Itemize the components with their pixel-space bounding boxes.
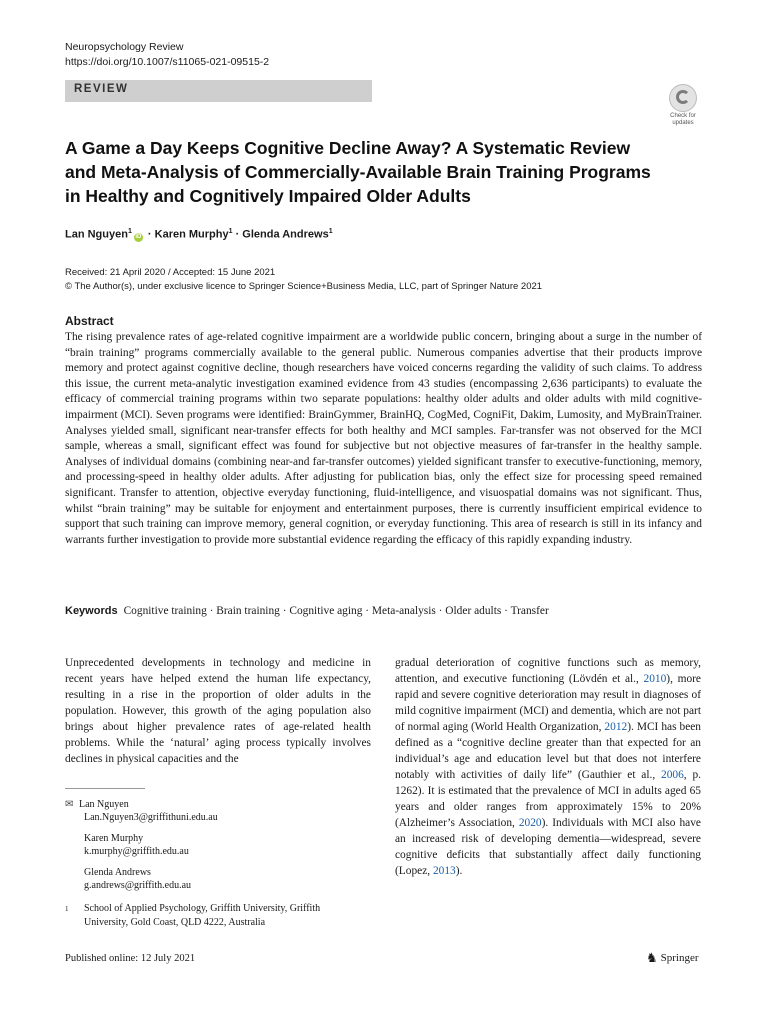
contact-name: Lan Nguyen [79,799,129,810]
contact-email[interactable]: Lan.Nguyen3@griffithuni.edu.au [84,812,218,823]
author-name[interactable]: Lan Nguyen [65,228,128,241]
citation-link[interactable]: 2013 [432,865,456,877]
received-accepted: Received: 21 April 2020 / Accepted: 15 June 2021 [65,267,276,278]
section-bar [65,80,372,102]
published-date: Published online: 12 July 2021 [65,953,196,964]
footnote-divider [65,788,145,789]
author-affiliation: 1 [127,228,132,235]
body-text: ). Individuals with MCI also have an increased risk of developing dementia—widespread, severe cognitive deficits that substantially affect daily functioning (Lopez, [395,817,701,877]
body-left-column: Unprecedented developments in technology and medicine in recent years have helped extend the human life expectancy, resulting in a rise in the proportion of older adults in the population. However, this growth of the aging population also brings about higher prevalence rates of age-related health problems. While the ‘natural’ aging process typically involves declines in physical capacities and the [65,657,371,765]
check-for-updates-icon [669,84,697,112]
body-text: ). [455,865,463,877]
body-text: , p. 1262). It is estimated that the prevalence of MCI in adults aged 65 years and older ranges from approximately 15% to 20% (Alzheimer’s Association, [395,769,701,829]
contact-name: Glenda Andrews [84,867,151,878]
article-dates [65,266,542,294]
body-text: gradual deterioration of cognitive functions such as memory, attention, and executive functioning (Lövdén et al., [395,657,701,685]
envelope-icon: ✉ [65,799,74,810]
author-affiliation: 1 [228,228,233,235]
keywords-label: Keywords [65,605,118,617]
abstract-text: The rising prevalence rates of age-related cognitive impairment are a worldwide public concern, bringing about a surge in the number of “brain training” programs commercially available to the general public. Numerous companies advertise that their products improve memory and protect against cognitive decline, though researchers have voiced concerns regarding the validity of such claims. To address this issue, the current meta-analytic investigation examined evidence from 43 studies (encompassing 2,636 participants) to evaluate the efficacy of commercial training programs within two separate populations: healthy older adults and older adults with mild cognitive-impairment (MCI). Seven programs were identified: BrainGymmer, BrainHQ, CogMed, CogniFit, Dakim, Lumosity, and MyBrainTrainer. Analyses yielded small, significant near-transfer effects for both healthy and MCI samples. Far-transfer was not observed for the MCI sample, whereas a small, significant effect was found for subjective but not objective measures of far-transfer in the healthy sample. Analyses of individual domains (combining near-and far-transfer outcomes) yielded significant transfer to executive-functioning, memory, and processing-speed in healthy older adults. After adjusting for publication bias, only the effect size for processing speed remained significant. Transfer to attention, objective everyday functioning, fluid-intelligence, and visuospatial domains was not significant. Thus, whilst “brain training” may be suitable for enjoyment and entertainment purposes, there is currently insufficient empirical evidence to support that such training can improve memory, general cognition, or everyday functioning. This area of research is still in its infancy and warrants further investigation to provide more substantial evidence regarding the efficacy of this rapidly expanding industry. [65,331,702,546]
body-text: ), more rapid and severe cognitive deterioration may result in diagnoses of mild cognitive impairment (MCI) and dementia, which are not part of normal aging (World Health Organization, [395,673,701,733]
citation-link[interactable]: 2012 [604,721,628,733]
citation-link[interactable]: 2020 [518,817,542,829]
publisher-logo [646,950,699,966]
affiliation-number: 1 [65,905,69,913]
body-text: ). MCI has been defined as a “cognitive decline greater than that expected for an individual’s age and education level but that does not interfere notably with activities of daily life” (Gauthier et al., [395,721,702,781]
author-name[interactable]: Karen Murphy [154,228,229,241]
contact-list [65,798,218,900]
updates-label-1: Check for [670,113,696,119]
article-title: A Game a Day Keeps Cognitive Decline Away? A Systematic Review and Meta-Analysis of Commercially-Available Brain Training Programs in Healthy and Cognitively Impaired Older Adults [65,138,651,206]
body-right-column [395,655,701,879]
publisher-name: Springer [660,952,699,964]
contact-name: Karen Murphy [84,833,144,844]
abstract-heading: Abstract [65,314,114,328]
check-for-updates-button[interactable] [664,84,702,124]
citation-link[interactable]: 2006 [661,769,684,781]
affiliation-text: School of Applied Psychology, Griffith University, Griffith University, Gold Coast, QLD 4222, Australia [84,903,321,928]
citation-link[interactable]: 2010 [643,673,667,685]
doi-link[interactable]: https://doi.org/10.1007/s11065-021-09515-2 [65,56,270,68]
journal-name: Neuropsychology Review [65,41,184,53]
contact-email[interactable]: k.murphy@griffith.edu.au [84,846,189,857]
keywords-list: Cognitive training · Brain training · Cognitive aging · Meta-analysis · Older adults · Transfer [123,605,549,617]
keywords [65,605,705,617]
author-name[interactable]: Glenda Andrews [242,228,329,241]
orcid-icon[interactable]: iD [135,233,142,240]
journal-header [65,40,269,70]
updates-label-2: updates [672,120,694,126]
affiliation [65,902,365,930]
copyright-line: © The Author(s), under exclusive licence to Springer Science+Business Media, LLC, part of Springer Nature 2021 [65,281,543,292]
section-label: REVIEW [74,83,129,95]
contact-email[interactable]: g.andrews@griffith.edu.au [84,880,192,891]
springer-horse-icon: ♞ [646,950,658,965]
author-affiliation: 1 [328,228,333,235]
author-list: Lan Nguyen$^1$iD · Karen Murphy$^1$ · Glenda Andrews$^1$ [65,228,333,241]
